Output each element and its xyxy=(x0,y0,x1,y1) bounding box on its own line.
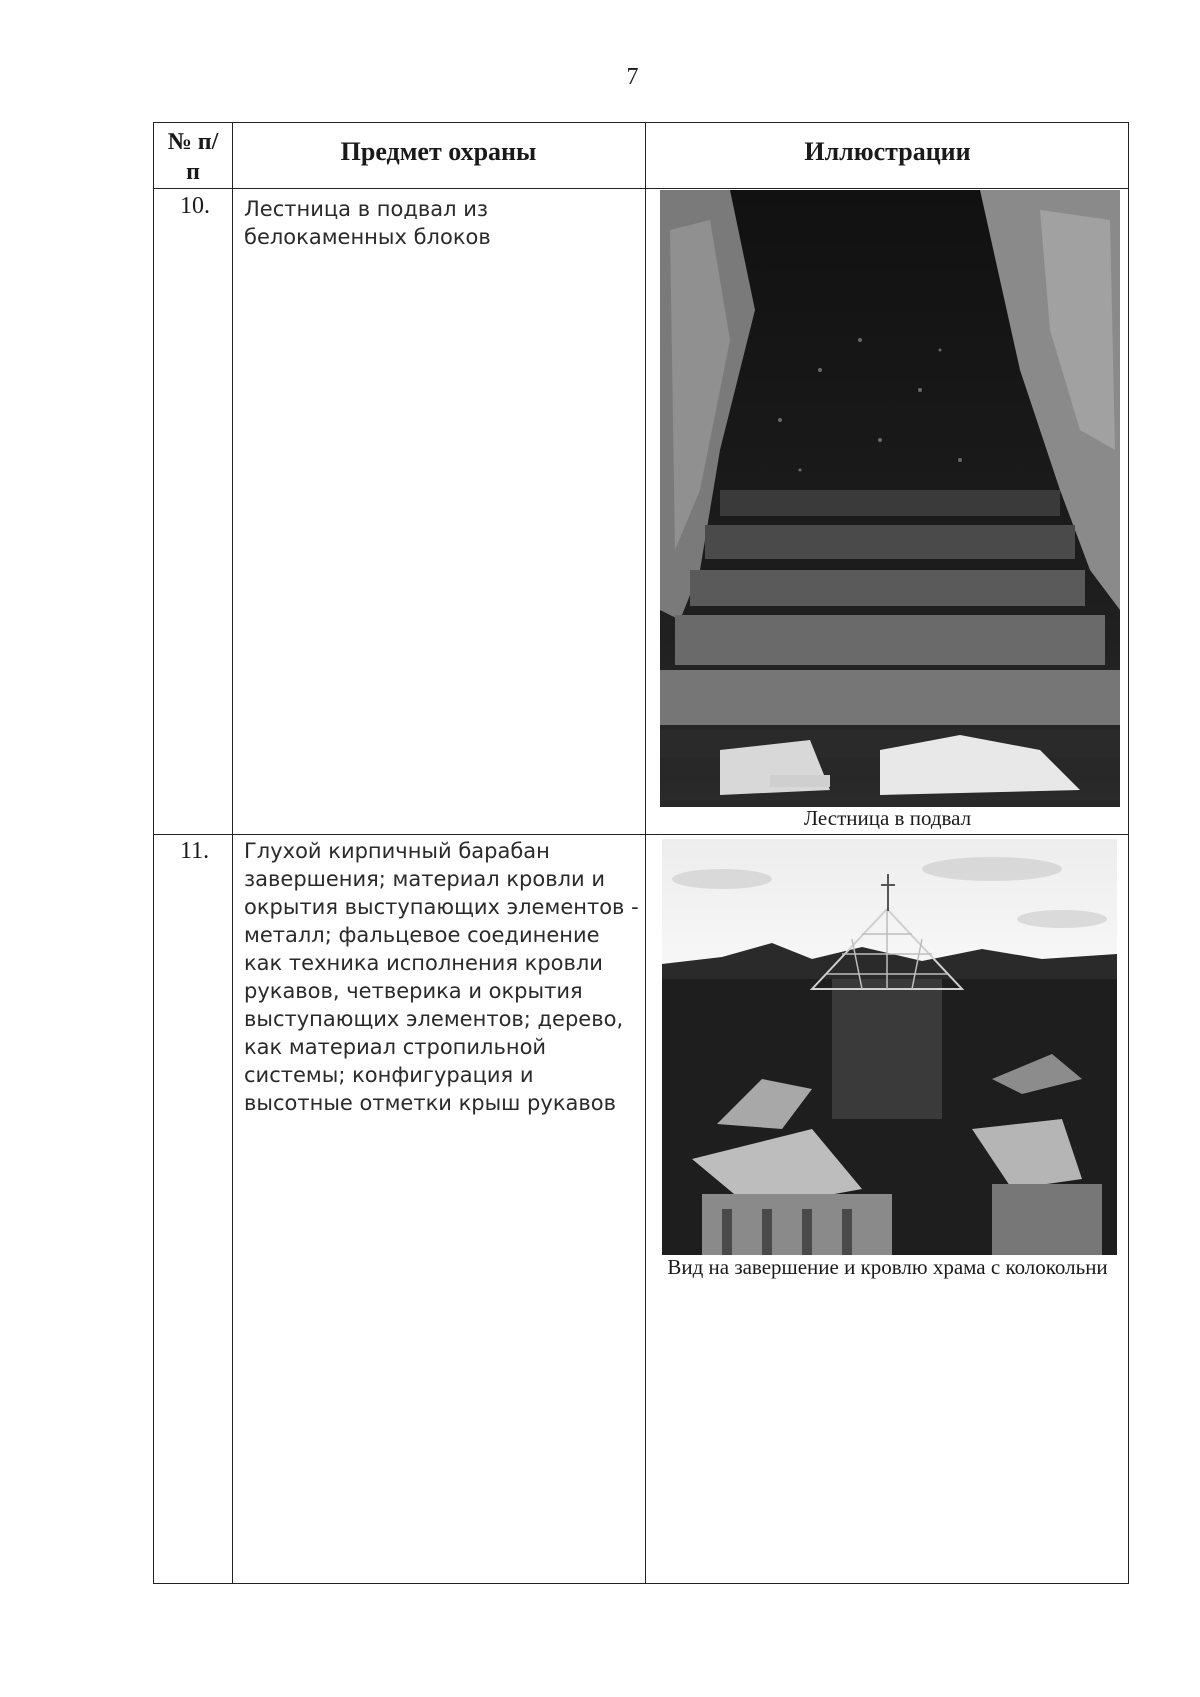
header-illustrations: Иллюстрации xyxy=(804,137,971,166)
row-11-number: 11. xyxy=(180,838,210,864)
heritage-table xyxy=(153,122,1129,1584)
row-10-number: 10. xyxy=(180,193,210,219)
column-divider xyxy=(645,123,646,1583)
header-subject: Предмет охраны xyxy=(340,137,537,166)
column-divider xyxy=(232,123,233,1583)
church-roof-photo xyxy=(662,839,1117,1255)
page-number: 7 xyxy=(626,64,639,90)
row-divider xyxy=(154,834,1128,835)
basement-stairs-photo xyxy=(660,190,1120,807)
row-10-subject: Лестница в подвал из белокаменных блоков xyxy=(244,197,491,249)
row-11-photo-caption: Вид на завершение и кровлю храма с колокольни xyxy=(667,1255,1108,1279)
row-divider xyxy=(154,188,1128,189)
header-number-text: № п/п xyxy=(167,129,219,185)
row-10-photo-caption: Лестница в подвал xyxy=(803,806,972,830)
header-number xyxy=(154,127,232,187)
row-11-subject: Глухой кирпичный барабан завершения; материал кровли и окрытия выступающих элементов - металл; фальцевое соединение как техника исполнения кровли рукавов, четверика и окрытия выступающих элементов; дерево, как материал стропильной системы; конфигурация и высотные отметки крыш рукавов xyxy=(244,839,639,1115)
